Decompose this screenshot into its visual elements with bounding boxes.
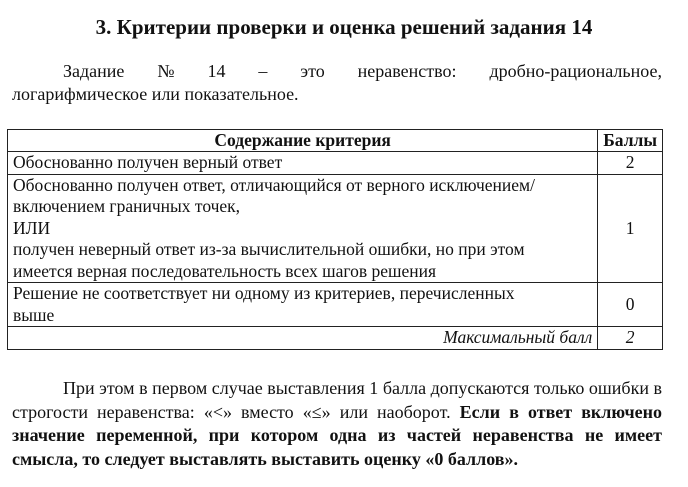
table-header-row [8,130,663,152]
criteria-table [7,129,663,350]
intro-word: это [300,61,325,81]
intro-word: № [157,61,175,81]
table-row [8,174,663,283]
points-cell: 0 [598,283,663,327]
criterion-text: включением граничных точек, [13,196,241,216]
criterion-cell [8,152,598,175]
intro-word: неравенство: [357,61,457,81]
max-score-value: 2 [598,327,663,350]
header-points: Баллы [598,130,663,152]
table-row [8,152,663,175]
outro-paragraph [12,377,662,471]
criterion-text: ИЛИ [13,217,51,238]
criterion-text: выше [13,304,55,325]
section-heading: 3. Критерии проверки и оценка решений задания 14 [95,15,593,39]
max-score-label: Максимальный балл [8,327,598,350]
criterion-cell [8,283,598,327]
criterion-text: Обоснованно получен верный ответ [13,152,283,172]
table-row [8,283,663,327]
intro-word: дробно-рациональное, [489,61,662,81]
criterion-text: Решение не соответствует ни одному из критериев, перечисленных [13,283,515,303]
criterion-text: имеется верная последовательность всех шагов решения [13,260,437,281]
intro-paragraph [12,60,662,106]
criterion-text: получен неверный ответ из-за вычислительной ошибки, но при этом [13,239,525,259]
intro-line-1 [12,60,662,83]
intro-word: – [258,61,268,81]
outro-bold-text: Если в ответ включено значение переменной, при котором одна из частей неравенства не имеет смысла, то следует выставлять выставить оценку «0 баллов». [12,401,662,469]
criterion-text: Обоснованно получен ответ, отличающийся от верного исключением/ [13,174,535,195]
header-criterion: Содержание критерия [8,130,598,152]
points-cell: 2 [598,152,663,175]
max-score-row [8,327,663,350]
intro-line-2: логарифмическое или показательное. [12,84,299,104]
outro-normal-text: При этом в первом случае выставления 1 балла допускаются только ошибки в строгости неравенства: «<» вместо «≤» или наоборот. [12,378,662,422]
intro-word: Задание [63,61,125,81]
points-cell: 1 [598,174,663,283]
intro-word: 14 [207,61,226,81]
criterion-cell [8,174,598,283]
